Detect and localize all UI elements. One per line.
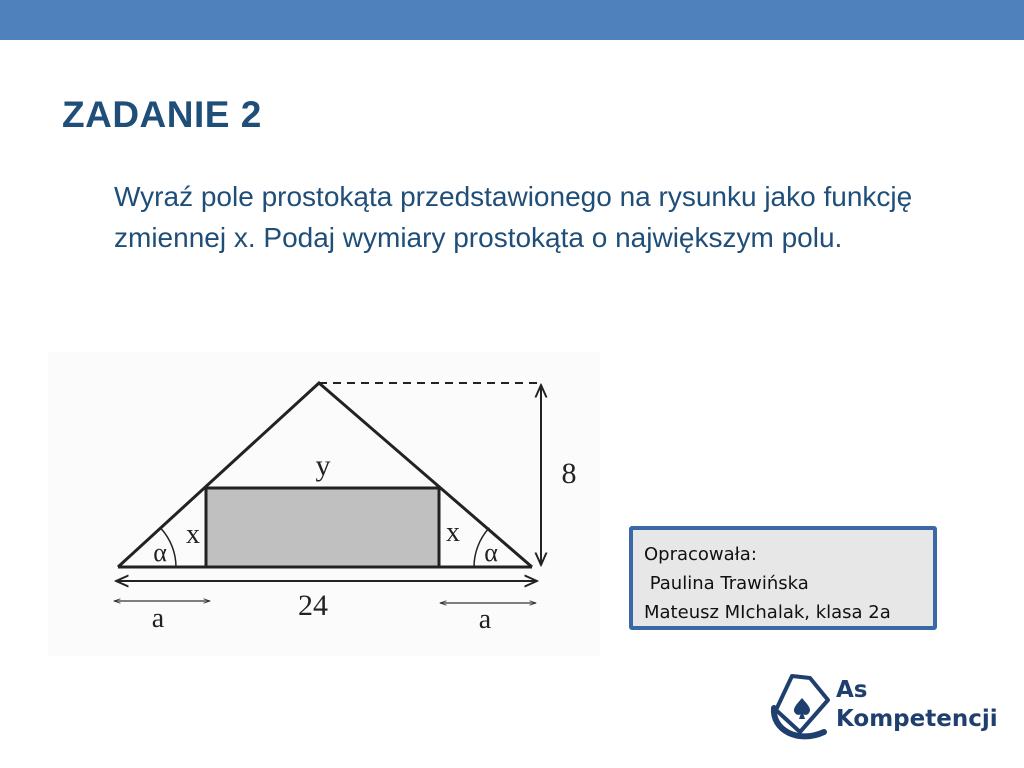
top-bar (0, 0, 1024, 40)
spade-card-icon (770, 672, 836, 744)
inscribed-rectangle (206, 488, 439, 567)
slide-title: ZADANIE 2 (62, 94, 262, 135)
authors-line-2: Paulina Trawińska (644, 573, 809, 594)
label-alpha-left: α (153, 538, 167, 567)
authors-line-3: Mateusz MIchalak, klasa 2a (644, 602, 891, 623)
label-y: y (315, 449, 331, 482)
logo-line-2: Kompetencji (836, 706, 998, 732)
task-text: Wyraź pole prostokąta przedstawionego na rysunku jako funkcję zmiennej x. Podaj wymiary prostokąta o największym polu. (114, 181, 913, 253)
label-height-8: 8 (561, 457, 577, 490)
authors-box (629, 526, 937, 630)
geometry-figure (48, 352, 600, 656)
label-a-left: a (151, 603, 165, 634)
label-x-right: x (446, 517, 460, 548)
logo-line-1: As (836, 677, 868, 703)
label-alpha-right: α (484, 538, 498, 567)
authors-line-1: Opracowała: (644, 544, 757, 565)
as-kompetencji-logo (770, 672, 1000, 744)
label-a-right: a (478, 604, 492, 635)
label-x-left: x (186, 519, 200, 550)
label-base-24: 24 (298, 589, 328, 622)
